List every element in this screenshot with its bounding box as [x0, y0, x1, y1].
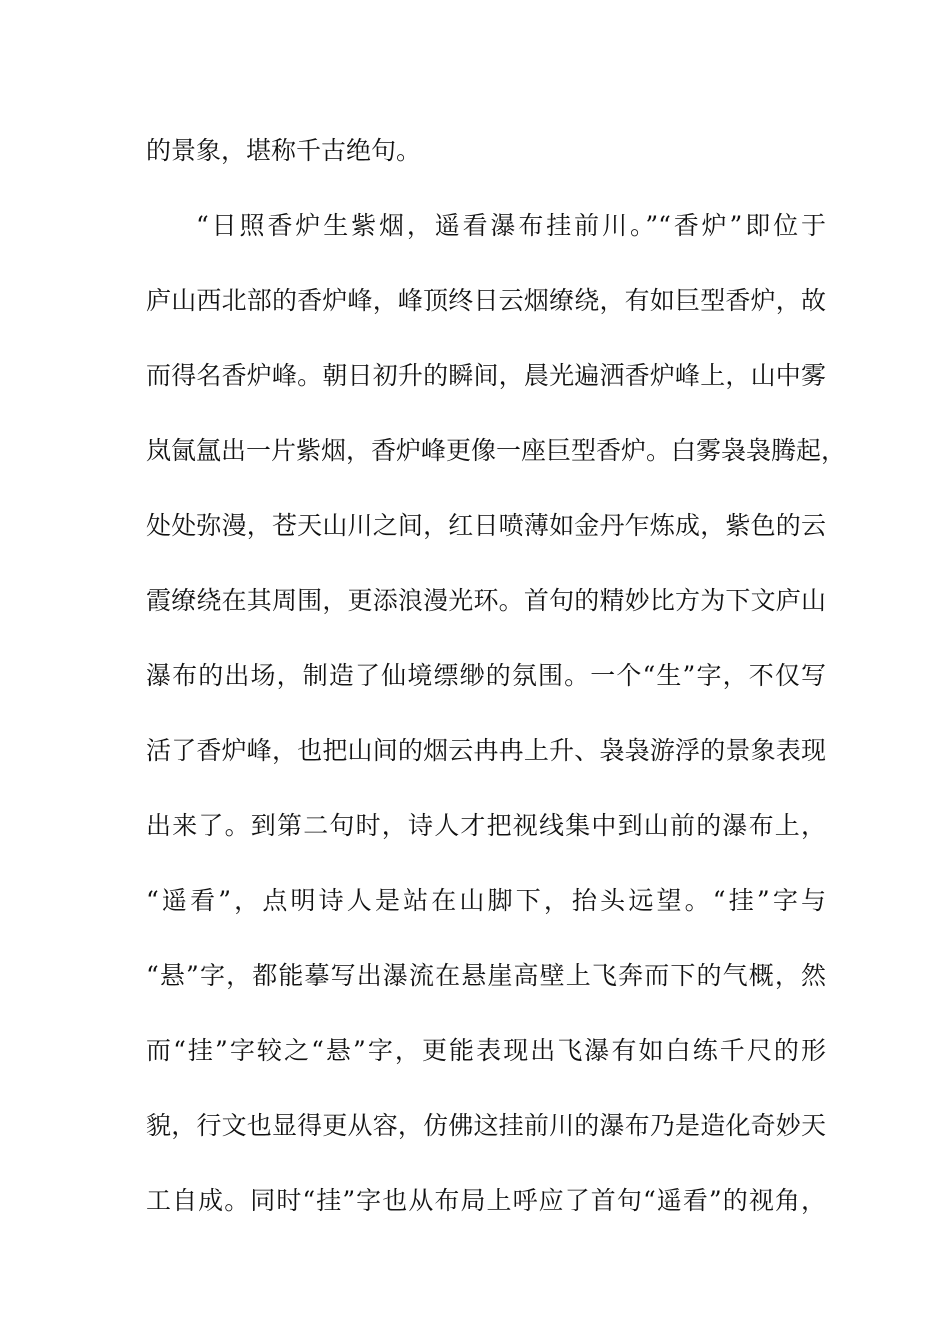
text-line: 庐山西北部的香炉峰，峰顶终日云烟缭绕，有如巨型香炉，故	[146, 286, 826, 315]
text-line: 而“挂”字较之“悬”字，更能表现出飞瀑有如白练千尺的形	[146, 1036, 826, 1065]
text-line: 霞缭绕在其周围，更添浪漫光环。首句的精妙比方为下文庐山	[146, 586, 826, 615]
text-line: 工自成。同时“挂”字也从布局上呼应了首句“遥看”的视角，	[146, 1186, 826, 1215]
text-line: 的景象，堪称千古绝句。	[146, 136, 422, 165]
text-line: 岚氤氲出一片紫烟，香炉峰更像一座巨型香炉。白雾袅袅腾起，	[146, 436, 847, 465]
paragraph-first-line: “日照香炉生紫烟，遥看瀑布挂前川。”“香炉”即位于	[196, 211, 826, 240]
text-line: 瀑布的出场，制造了仙境缥缈的氛围。一个“生”字，不仅写	[146, 661, 826, 690]
text-line: “悬”字，都能摹写出瀑流在悬崖高壁上飞奔而下的气概，然	[146, 961, 826, 990]
text-line: “遥看”，点明诗人是站在山脚下，抬头远望。“挂”字与	[146, 886, 826, 915]
text-line: 而得名香炉峰。朝日初升的瞬间，晨光遍洒香炉峰上，山中雾	[146, 361, 826, 390]
text-line: 貌，行文也显得更从容，仿佛这挂前川的瀑布乃是造化奇妙天	[146, 1111, 826, 1140]
text-line: 处处弥漫，苍天山川之间，红日喷薄如金丹乍炼成，紫色的云	[146, 511, 826, 540]
body-text	[146, 128, 847, 1253]
text-line: 出来了。到第二句时，诗人才把视线集中到山前的瀑布上，	[146, 811, 826, 840]
text-line: 活了香炉峰，也把山间的烟云冉冉上升、袅袅游浮的景象表现	[146, 736, 826, 765]
